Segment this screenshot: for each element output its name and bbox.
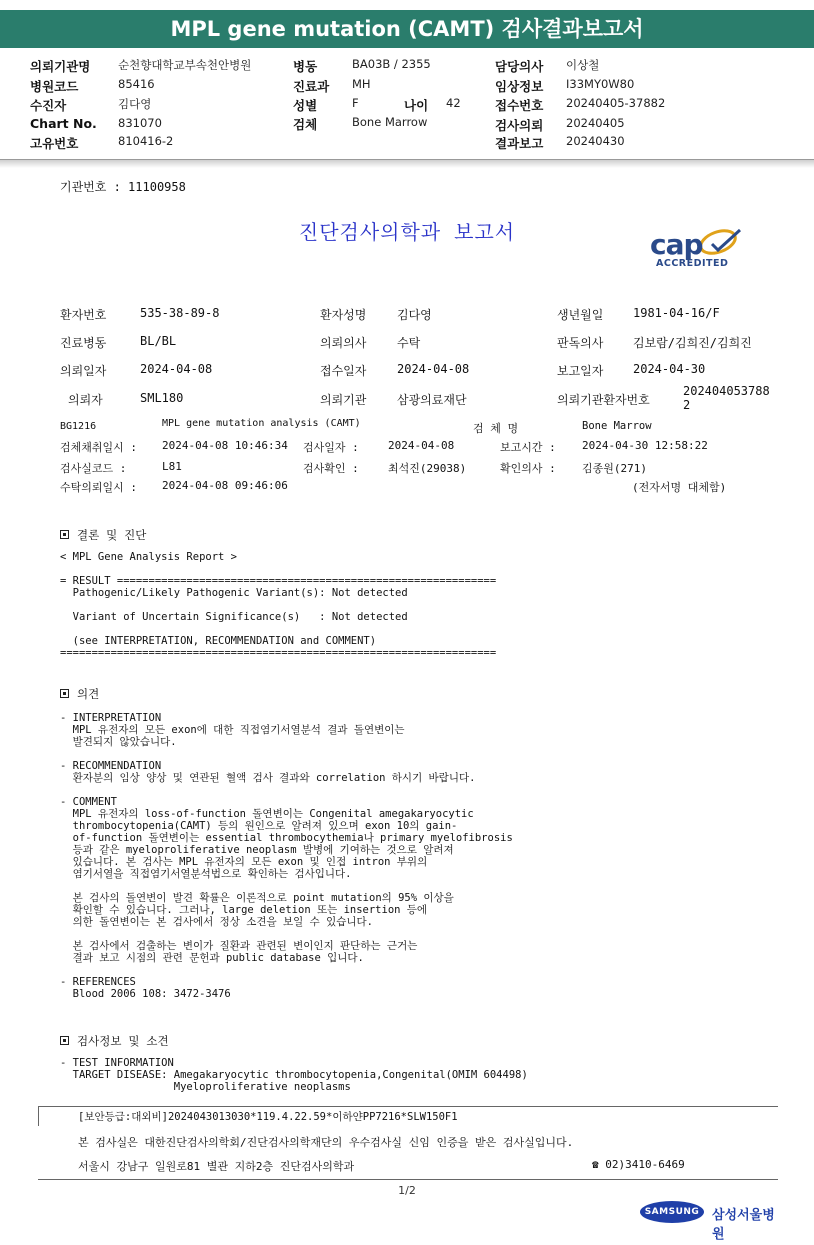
- collect-label: 검체채취일시 :: [60, 441, 138, 454]
- document-title: 진단검사의학과 보고서: [298, 220, 516, 244]
- patient-label: 판독의사: [557, 336, 604, 350]
- header-value: BA03B / 2355: [352, 57, 431, 71]
- security-line: [보안등급:대외비]2024043013030*119.4.22.59*이하얀PP7216*SLW150F1: [78, 1111, 458, 1123]
- square-bullet-icon: [60, 1036, 69, 1045]
- patient-label: 의뢰기관환자번호: [557, 393, 650, 407]
- patient-label: 보고일자: [557, 364, 604, 378]
- patient-value: 2024-04-08: [140, 362, 213, 376]
- testdate-value: 2024-04-08: [388, 439, 455, 452]
- collect-value: 2024-04-08 10:46:34: [162, 439, 288, 452]
- header-value: 이상철: [566, 58, 600, 72]
- reporttime-label: 보고시간 :: [500, 441, 556, 454]
- page-number: 1/2: [398, 1184, 416, 1197]
- patient-value: BL/BL: [140, 334, 177, 348]
- header-value: 20240405-37882: [566, 96, 666, 110]
- specimen-label: 검 체 명: [473, 422, 519, 435]
- header-label: 검사의뢰: [495, 118, 544, 133]
- header-label: 진료과: [293, 79, 330, 94]
- verify-label: 검사확인 :: [303, 462, 359, 475]
- patient-label: 의뢰일자: [60, 364, 107, 378]
- patient-value: 2024-04-30: [633, 362, 706, 376]
- testdate-label: 검사일자 :: [303, 441, 359, 454]
- header-value: 순천향대학교부속천안병원: [118, 58, 252, 72]
- patient-value: 2024040537882: [683, 384, 770, 412]
- patient-value: 1981-04-16/F: [633, 306, 720, 320]
- header-label: 담당의사: [495, 59, 544, 74]
- patient-value: 삼광의료재단: [397, 393, 467, 407]
- header-label: 병원코드: [30, 79, 79, 94]
- certification-line: 본 검사실은 대한진단검사의학회/진단검사의학재단의 우수검사실 신임 인증을 받은 검사실입니다.: [78, 1136, 574, 1149]
- patient-label: 생년월일: [557, 308, 604, 322]
- cap-word: cap: [650, 228, 703, 261]
- header-label: 나이: [404, 98, 429, 113]
- section-title: 의견: [77, 687, 100, 701]
- header-label: 고유번호: [30, 136, 79, 151]
- section-testinfo-heading: [60, 1033, 169, 1049]
- result-block: < MPL Gene Analysis Report > = RESULT ============================================================ Pathogenic/Likely Pathogenic Variant(s): Not detected Variant of Uncertain Significance(s) : Not detected (see INTERPRETATION, RECOMMENDATION and COMMENT) =====================================================================: [60, 551, 497, 659]
- test-info-block: - TEST INFORMATION TARGET DISEASE: Amegakaryocytic thrombocytopenia,Congenital(OMIM 604498) Myeloproliferative neoplasms: [60, 1057, 528, 1093]
- address-line: 서울시 강남구 일원로81 별관 지하2층 진단검사의학과: [78, 1160, 355, 1173]
- hospital-name: 삼성서울병원: [712, 1208, 775, 1242]
- patient-label: 환자성명: [320, 308, 367, 322]
- patient-value: 535-38-89-8: [140, 306, 220, 320]
- patient-label: 의뢰기관: [320, 393, 367, 407]
- header-label: 접수번호: [495, 98, 544, 113]
- header-value: F: [352, 96, 359, 110]
- report-banner-title: MPL gene mutation (CAMT) 검사결과보고서: [0, 10, 814, 48]
- phone-line: ☎ 02)3410-6469: [592, 1158, 685, 1171]
- patient-label: 환자번호: [60, 308, 107, 322]
- test-name: MPL gene mutation analysis (CAMT): [162, 418, 361, 429]
- header-value: 85416: [118, 77, 155, 91]
- header-label: 성별: [293, 98, 318, 113]
- institution-number: 기관번호 : 11100958: [60, 180, 186, 194]
- patient-label: 의뢰자: [68, 393, 103, 407]
- patient-value: SML180: [140, 391, 184, 405]
- header-label: Chart No.: [30, 116, 97, 131]
- header-value: 831070: [118, 116, 162, 130]
- patient-value: 수탁: [397, 336, 421, 350]
- patient-value: 2024-04-08: [397, 362, 470, 376]
- specimen-value: Bone Marrow: [582, 420, 652, 432]
- section-conclusion-heading: [60, 527, 146, 543]
- patient-label: 접수일자: [320, 364, 367, 378]
- header-value: 20240405: [566, 116, 625, 130]
- recv-label: 수탁의뢰일시 :: [60, 481, 138, 494]
- footer-left-tick: [38, 1106, 39, 1126]
- patient-value: 김다영: [397, 308, 432, 322]
- esign-note: (전자서명 대체함): [632, 481, 727, 494]
- header-label: 의뢰기관명: [30, 59, 91, 74]
- square-bullet-icon: [60, 530, 69, 539]
- header-label: 결과보고: [495, 136, 544, 151]
- labcode-value: L81: [162, 460, 182, 473]
- labcode-label: 검사실코드 :: [60, 462, 127, 475]
- header-value: Bone Marrow: [352, 115, 428, 129]
- samsung-brand: SAMSUNG: [640, 1201, 704, 1223]
- square-bullet-icon: [60, 689, 69, 698]
- reporttime-value: 2024-04-30 12:58:22: [582, 439, 708, 452]
- header-label: 검체: [293, 117, 318, 132]
- test-code: BG1216: [60, 421, 97, 432]
- header-label: 임상정보: [495, 79, 544, 94]
- header-value: 810416-2: [118, 134, 174, 148]
- opinion-block: - INTERPRETATION MPL 유전자의 모든 exon에 대한 직접염기서열분석 결과 돌연변이는 발견되지 않았습니다. - RECOMMENDATION 환자분의 임상 양상 및 연관된 혈액 검사 결과와 correlation 하시기 바랍니다. - COMMENT MPL 유전자의 loss-of-function 돌연변이는 Congenital amegakaryocytic thrombocytopenia(CAMT) 등의 원인으로 알려져 있으며 exon 10의 gain- of-function 돌연변이는 essential thrombocythemia나 primary myelofibrosis 등과 같은 myeloproliferative neoplasm 발병에 기여하는 것으로 알려져 있습니다. 본 검사는 MPL 유전자의 모든 exon 및 인접 intron 부위의 염기서열을 직접염기서열분석법으로 확인하는 검사입니다. 본 검사의 돌연변이 발견 확률은 이론적으로 point mutation의 95% 이상을 확인할 수 있습니다. 그러나, large deletion 또는 insertion 등에 의한 돌연변이는 본 검사에서 정상 소견을 보일 수 있습니다. 본 검사에서 검출하는 변이가 질환과 관련된 변이인지 판단하는 근거는 결과 보고 시점의 관련 문헌과 public database 입니다. - REFERENCES Blood 2006 108: 3472-3476: [60, 712, 513, 1000]
- header-label: 병동: [293, 59, 318, 74]
- header-value: I33MY0W80: [566, 77, 635, 91]
- section-title: 결론 및 진단: [77, 528, 147, 542]
- header-value: MH: [352, 77, 371, 91]
- recv-value: 2024-04-08 09:46:06: [162, 479, 288, 492]
- patient-label: 의뢰의사: [320, 336, 367, 350]
- header-divider-shadow: [0, 160, 814, 168]
- doctor-label: 확인의사 :: [500, 462, 556, 475]
- header-value: 김다영: [118, 97, 152, 111]
- cap-accredited-logo: [648, 226, 752, 272]
- doctor-value: 김종원(271): [582, 462, 647, 475]
- header-value: 42: [446, 96, 461, 110]
- header-label: 수진자: [30, 98, 67, 113]
- section-title: 검사정보 및 소견: [77, 1034, 169, 1048]
- header-value: 20240430: [566, 134, 625, 148]
- cap-accredited-text: ACCREDITED: [656, 258, 729, 269]
- patient-value: 김보람/김희진/김희진: [633, 336, 752, 350]
- section-opinion-heading: [60, 686, 99, 702]
- verify-value: 최석진(29038): [388, 462, 467, 475]
- patient-label: 진료병동: [60, 336, 107, 350]
- hospital-logo: [640, 1200, 782, 1242]
